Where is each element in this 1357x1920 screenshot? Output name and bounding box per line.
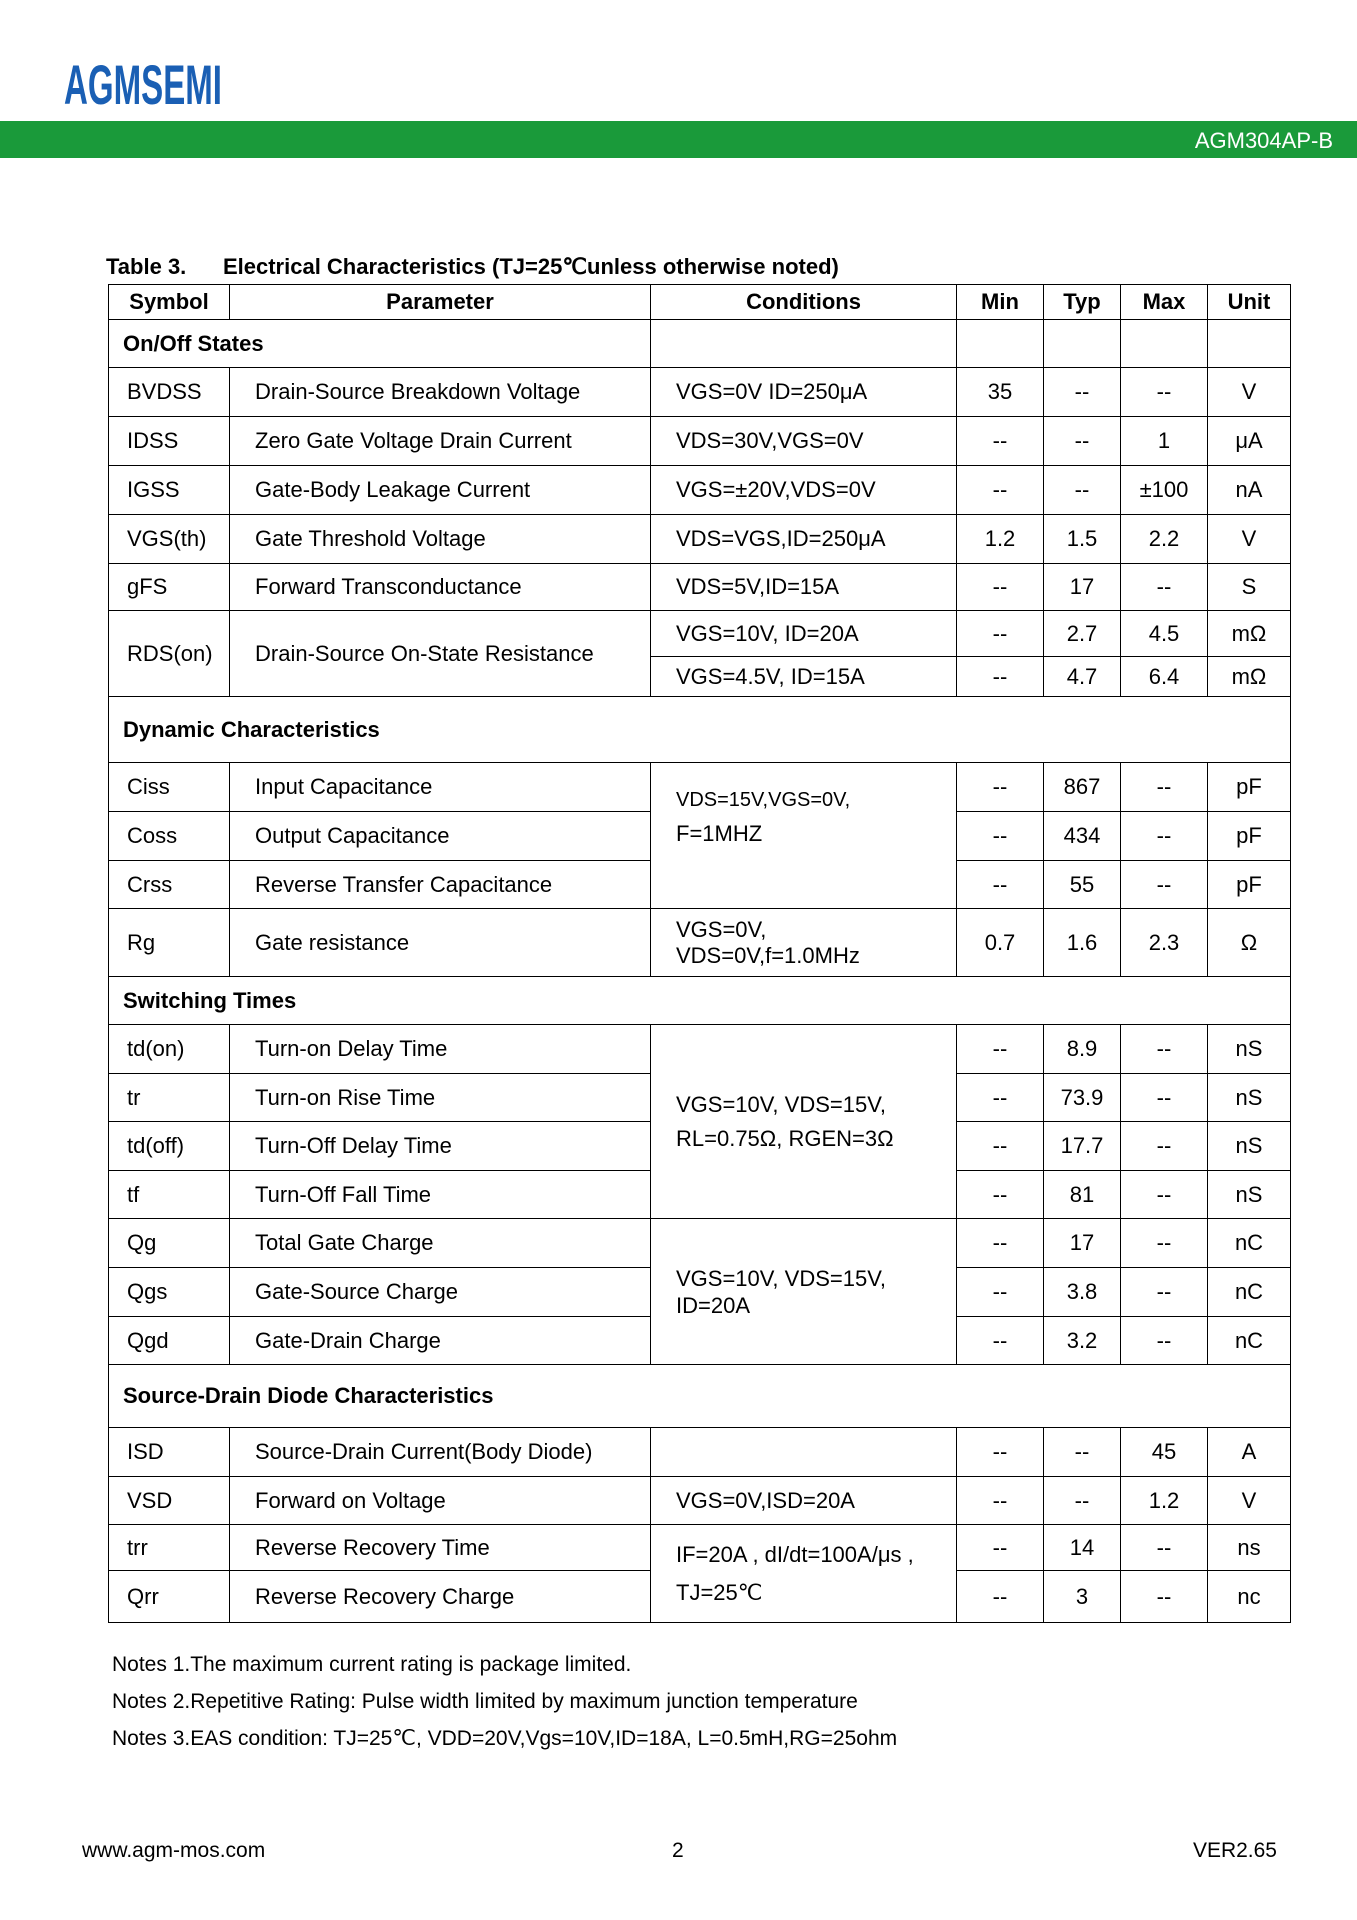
col-header-symbol: Symbol (109, 285, 230, 320)
cell-conditions: VGS=0V,ISD=20A (651, 1477, 957, 1525)
cell-typ: 81 (1044, 1171, 1121, 1219)
cell-parameter: Zero Gate Voltage Drain Current (230, 417, 651, 466)
cell-min: -- (957, 763, 1044, 812)
cell-typ: 4.7 (1044, 657, 1121, 697)
cell-conditions (651, 1025, 957, 1219)
note-3: Notes 3.EAS condition: TJ=25℃, VDD=20V,Vgs=10V,ID=18A, L=0.5mH,RG=25ohm (112, 1727, 898, 1750)
cell-symbol: td(on) (109, 1025, 230, 1074)
col-header-max: Max (1121, 285, 1208, 320)
cell-conditions: VDS=5V,ID=15A (651, 564, 957, 611)
cell-min: -- (957, 657, 1044, 697)
cell-symbol: VGS(th) (109, 515, 230, 564)
cell-max: 4.5 (1121, 611, 1208, 657)
cell-min: 0.7 (957, 909, 1044, 977)
cell-parameter: Gate Threshold Voltage (230, 515, 651, 564)
cell-typ: 8.9 (1044, 1025, 1121, 1074)
cell-typ: 3.2 (1044, 1317, 1121, 1365)
cell-min: 1.2 (957, 515, 1044, 564)
cell-min: -- (957, 1122, 1044, 1171)
cell-typ: -- (1044, 1428, 1121, 1477)
cell-symbol: IGSS (109, 466, 230, 515)
cell-symbol: Crss (109, 861, 230, 909)
cell-symbol: IDSS (109, 417, 230, 466)
cell-min: -- (957, 861, 1044, 909)
table-row (109, 368, 1291, 417)
cell-min: -- (957, 1317, 1044, 1365)
conditions-line: VGS=10V, VDS=15V, (676, 1091, 886, 1117)
cell-parameter: Drain-Source On-State Resistance (230, 611, 651, 697)
section-header-switching: Switching Times (109, 977, 1291, 1025)
cell-parameter: Reverse Recovery Charge (230, 1571, 651, 1623)
cell-unit: nS (1208, 1171, 1291, 1219)
cell-max: -- (1121, 812, 1208, 861)
table-row (109, 611, 1291, 657)
cell-unit: mΩ (1208, 611, 1291, 657)
cell-typ: 434 (1044, 812, 1121, 861)
cell-typ: -- (1044, 368, 1121, 417)
cell-unit: nC (1208, 1268, 1291, 1317)
cell-symbol: Coss (109, 812, 230, 861)
cell-conditions (651, 763, 957, 909)
cell-min: -- (957, 1571, 1044, 1623)
cell-conditions (651, 1428, 957, 1477)
cell-max: -- (1121, 1317, 1208, 1365)
cell-parameter: Gate-Drain Charge (230, 1317, 651, 1365)
cell-min: -- (957, 611, 1044, 657)
document-id: AGM304AP-B (1194, 128, 1333, 153)
conditions-line: TJ=25℃ (676, 1579, 763, 1605)
cell-max: -- (1121, 1122, 1208, 1171)
cell-max: -- (1121, 368, 1208, 417)
cell-conditions: VGS=±20V,VDS=0V (651, 466, 957, 515)
cell-max: -- (1121, 564, 1208, 611)
table-row (109, 1428, 1291, 1477)
cell-parameter: Gate-Body Leakage Current (230, 466, 651, 515)
cell-min: -- (957, 417, 1044, 466)
table-row (109, 515, 1291, 564)
cell-symbol: Qg (109, 1219, 230, 1268)
cell-max: 2.2 (1121, 515, 1208, 564)
cell-typ: 2.7 (1044, 611, 1121, 657)
cell-symbol: Qrr (109, 1571, 230, 1623)
cell-symbol: Rg (109, 909, 230, 977)
cell-max: -- (1121, 1074, 1208, 1122)
cell-parameter: Gate-Source Charge (230, 1268, 651, 1317)
conditions-line: VGS=0V, (676, 916, 767, 942)
cell-min: 35 (957, 368, 1044, 417)
conditions-line: ID=20A (676, 1292, 750, 1318)
cell-parameter: Reverse Transfer Capacitance (230, 861, 651, 909)
cell-typ: 73.9 (1044, 1074, 1121, 1122)
conditions-line: IF=20A , dI/dt=100A/μs , (676, 1541, 914, 1567)
cell-unit: V (1208, 368, 1291, 417)
footer-page-number: 2 (672, 1839, 684, 1862)
conditions-line: VDS=0V,f=1.0MHz (676, 942, 860, 968)
cell-max: 1 (1121, 417, 1208, 466)
cell-min: -- (957, 1477, 1044, 1525)
header-bar (0, 121, 1357, 158)
cell-unit: nc (1208, 1571, 1291, 1623)
cell-unit: nS (1208, 1074, 1291, 1122)
cell-unit: mΩ (1208, 657, 1291, 697)
conditions-line: F=1MHZ (676, 821, 763, 846)
cell-typ: 17.7 (1044, 1122, 1121, 1171)
cell-typ: -- (1044, 466, 1121, 515)
cell-parameter: Total Gate Charge (230, 1219, 651, 1268)
note-1: Notes 1.The maximum current rating is package limited. (112, 1653, 632, 1676)
table-row (109, 564, 1291, 611)
cell-parameter: Source-Drain Current(Body Diode) (230, 1428, 651, 1477)
footer-version: VER2.65 (1192, 1839, 1277, 1862)
cell-symbol: BVDSS (109, 368, 230, 417)
col-header-min: Min (957, 285, 1044, 320)
note-2: Notes 2.Repetitive Rating: Pulse width limited by maximum junction temperature (112, 1690, 858, 1713)
cell-parameter: Gate resistance (230, 909, 651, 977)
cell-unit: nS (1208, 1122, 1291, 1171)
table-row (109, 1477, 1291, 1525)
table-row (109, 1525, 1291, 1571)
cell-unit: ns (1208, 1525, 1291, 1571)
cell-symbol: gFS (109, 564, 230, 611)
cell-min: -- (957, 1268, 1044, 1317)
cell-unit: nA (1208, 466, 1291, 515)
col-header-unit: Unit (1208, 285, 1291, 320)
cell-symbol: VSD (109, 1477, 230, 1525)
cell-unit: nS (1208, 1025, 1291, 1074)
cell-min: -- (957, 564, 1044, 611)
cell-unit: pF (1208, 861, 1291, 909)
col-header-parameter: Parameter (230, 285, 651, 320)
electrical-characteristics-table (108, 284, 1291, 1623)
company-logo (64, 50, 222, 116)
cell-conditions (651, 1219, 957, 1365)
cell-unit: nC (1208, 1219, 1291, 1268)
cell-max: -- (1121, 1571, 1208, 1623)
cell-parameter: Turn-Off Fall Time (230, 1171, 651, 1219)
cell-unit: V (1208, 515, 1291, 564)
cell-min: -- (957, 466, 1044, 515)
section-header-onoff: On/Off States (109, 320, 651, 368)
cell-conditions: VGS=4.5V, ID=15A (651, 657, 957, 697)
cell-conditions (651, 1525, 957, 1623)
notes-section (112, 1646, 897, 1757)
cell-unit: pF (1208, 812, 1291, 861)
cell-typ: 17 (1044, 1219, 1121, 1268)
cell-parameter: Turn-on Rise Time (230, 1074, 651, 1122)
cell-unit: nC (1208, 1317, 1291, 1365)
cell-min: -- (957, 1025, 1044, 1074)
cell-unit: Ω (1208, 909, 1291, 977)
cell-symbol: td(off) (109, 1122, 230, 1171)
cell-symbol: ISD (109, 1428, 230, 1477)
cell-max: -- (1121, 861, 1208, 909)
section-row (109, 697, 1291, 763)
conditions-line: VDS=15V,VGS=0V, (676, 789, 851, 811)
cell-parameter: Reverse Recovery Time (230, 1525, 651, 1571)
col-header-conditions: Conditions (651, 285, 957, 320)
cell-typ: 55 (1044, 861, 1121, 909)
cell-symbol: tr (109, 1074, 230, 1122)
cell-min: -- (957, 1074, 1044, 1122)
cell-unit: A (1208, 1428, 1291, 1477)
cell-max: -- (1121, 1171, 1208, 1219)
cell-typ: 867 (1044, 763, 1121, 812)
cell-max: 1.2 (1121, 1477, 1208, 1525)
cell-max: -- (1121, 763, 1208, 812)
section-row (109, 320, 1291, 368)
cell-typ: -- (1044, 417, 1121, 466)
cell-typ: -- (1044, 1477, 1121, 1525)
section-header-dynamic: Dynamic Characteristics (109, 697, 1291, 763)
cell-max: -- (1121, 1525, 1208, 1571)
cell-min: -- (957, 812, 1044, 861)
section-header-diode: Source-Drain Diode Characteristics (109, 1365, 1291, 1428)
cell-unit: pF (1208, 763, 1291, 812)
col-header-typ: Typ (1044, 285, 1121, 320)
cell-typ: 3 (1044, 1571, 1121, 1623)
cell-parameter: Drain-Source Breakdown Voltage (230, 368, 651, 417)
cell-typ: 1.6 (1044, 909, 1121, 977)
table-row (109, 763, 1291, 812)
conditions-line: VGS=10V, VDS=15V, (676, 1265, 886, 1291)
cell-symbol: Qgd (109, 1317, 230, 1365)
table-title: Table 3. Electrical Characteristics (TJ=25℃unless otherwise noted) (106, 254, 839, 279)
cell-max: 6.4 (1121, 657, 1208, 697)
footer-website: www.agm-mos.com (82, 1839, 266, 1862)
cell-conditions: VDS=30V,VGS=0V (651, 417, 957, 466)
svg-text:AGMSEMI: AGMSEMI (64, 53, 222, 116)
cell-parameter: Forward on Voltage (230, 1477, 651, 1525)
cell-max: 2.3 (1121, 909, 1208, 977)
cell-parameter: Forward Transconductance (230, 564, 651, 611)
cell-parameter: Output Capacitance (230, 812, 651, 861)
table-row (109, 466, 1291, 515)
table-row (109, 1219, 1291, 1268)
cell-typ: 1.5 (1044, 515, 1121, 564)
cell-symbol: Qgs (109, 1268, 230, 1317)
cell-min: -- (957, 1525, 1044, 1571)
cell-symbol: Ciss (109, 763, 230, 812)
section-row (109, 977, 1291, 1025)
table-row (109, 1025, 1291, 1074)
cell-conditions (651, 909, 957, 977)
cell-conditions: VGS=0V ID=250μA (651, 368, 957, 417)
cell-typ: 14 (1044, 1525, 1121, 1571)
cell-conditions: VGS=10V, ID=20A (651, 611, 957, 657)
cell-max: -- (1121, 1219, 1208, 1268)
cell-max: ±100 (1121, 466, 1208, 515)
cell-max: -- (1121, 1025, 1208, 1074)
conditions-line: RL=0.75Ω, RGEN=3Ω (676, 1125, 894, 1151)
cell-typ: 17 (1044, 564, 1121, 611)
cell-min: -- (957, 1219, 1044, 1268)
cell-parameter: Input Capacitance (230, 763, 651, 812)
cell-unit: V (1208, 1477, 1291, 1525)
cell-min: -- (957, 1171, 1044, 1219)
table-row (109, 417, 1291, 466)
cell-symbol: tf (109, 1171, 230, 1219)
cell-parameter: Turn-Off Delay Time (230, 1122, 651, 1171)
cell-typ: 3.8 (1044, 1268, 1121, 1317)
table-row (109, 909, 1291, 977)
cell-max: 45 (1121, 1428, 1208, 1477)
cell-unit: μA (1208, 417, 1291, 466)
cell-unit: S (1208, 564, 1291, 611)
section-row (109, 1365, 1291, 1428)
cell-max: -- (1121, 1268, 1208, 1317)
cell-conditions: VDS=VGS,ID=250μA (651, 515, 957, 564)
cell-min: -- (957, 1428, 1044, 1477)
cell-symbol: RDS(on) (109, 611, 230, 697)
cell-parameter: Turn-on Delay Time (230, 1025, 651, 1074)
cell-symbol: trr (109, 1525, 230, 1571)
